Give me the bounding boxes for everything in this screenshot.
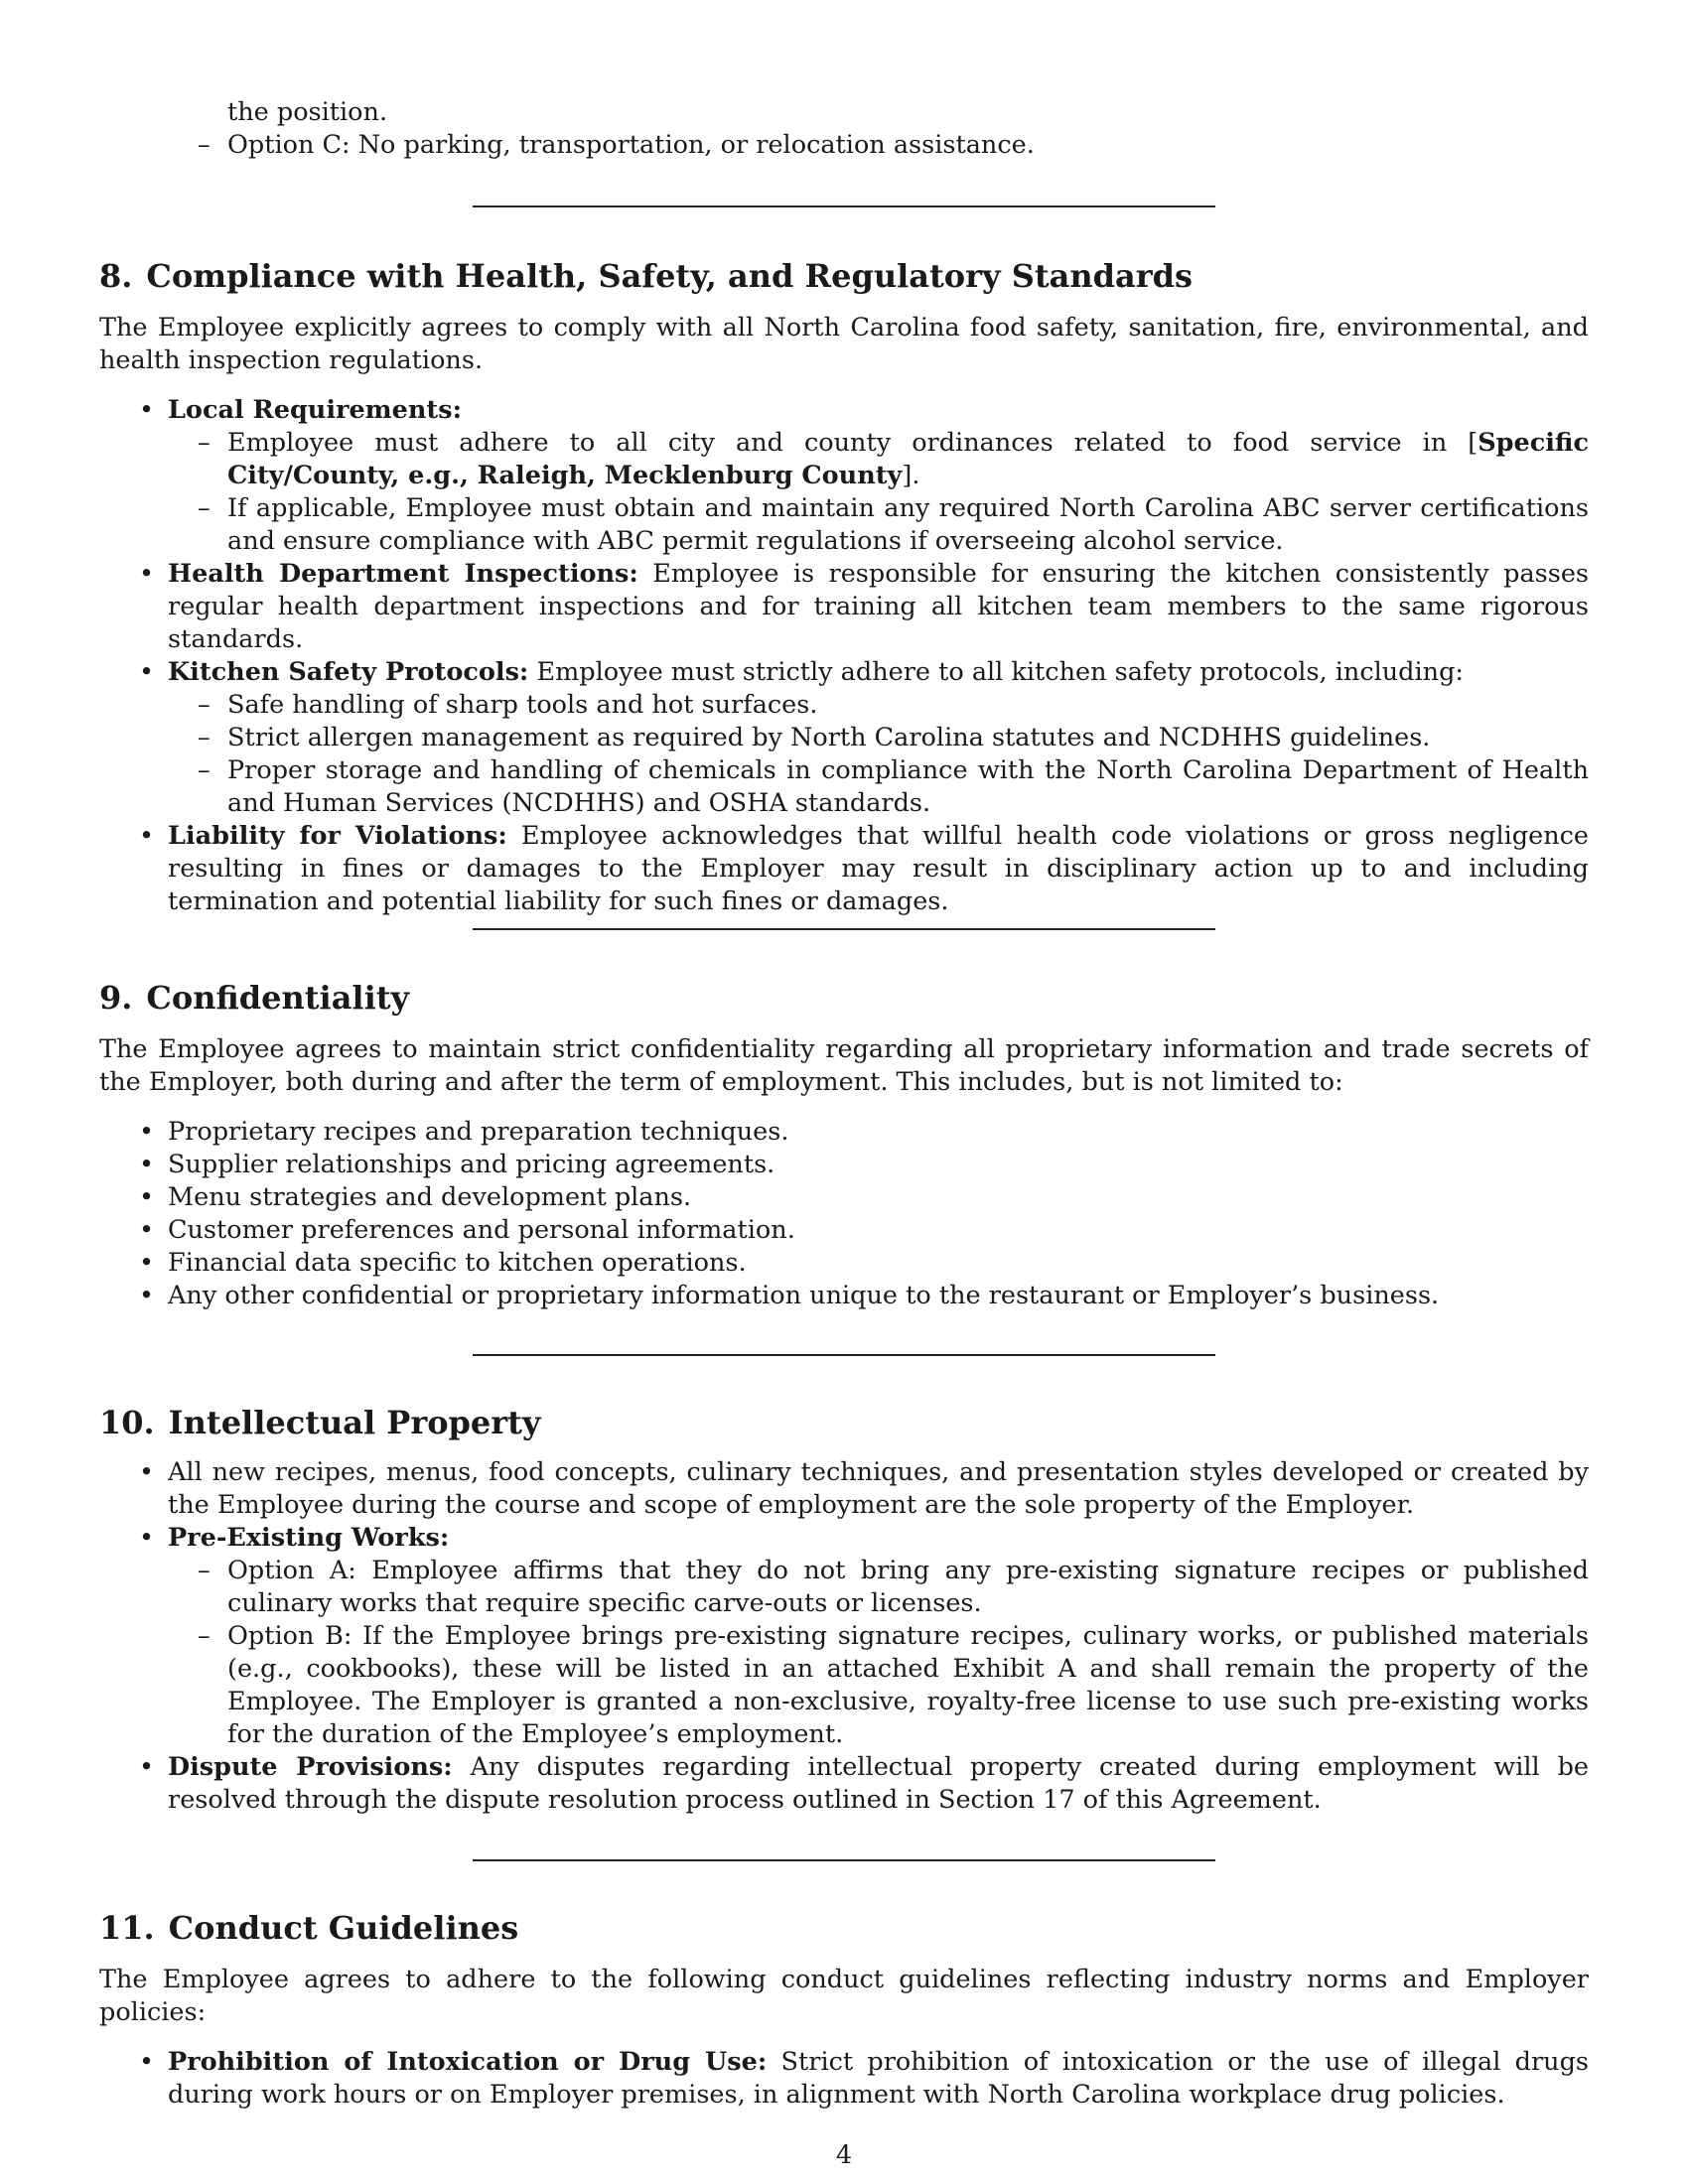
list-item: – Option B: If the Employee brings pre-existing signature recipes, culinary works, or published materials (e.g., cookbooks), these will be listed in an attached Exhibit A and shall remain the property of the Employee. The Employer is granted a non-exclusive, royalty-free license to use such pre-existing works for the duration of the Employee’s employment.: [168, 1620, 1589, 1751]
section-heading: 8. Compliance with Health, Safety, and Regulatory Standards: [99, 257, 1193, 295]
list-item: • Prohibition of Intoxication or Drug Use: Strict prohibition of intoxication or the use of illegal drugs during work hours or on Employer premises, in alignment with North Carolina workplace drug policies.: [99, 2046, 1589, 2112]
list-item: • All new recipes, menus, food concepts, culinary techniques, and presentation styles developed or created by the Employee during the course and scope of employment are the sole property of the Employer.: [99, 1456, 1589, 1522]
section-8: [99, 256, 1589, 918]
section-heading: 10. Intellectual Property: [99, 1404, 541, 1441]
section-intro: The Employee agrees to maintain strict confidentiality regarding all proprietary information and trade secrets of the Employer, both during and after the term of employment. This includes, but is not limited to:: [99, 1034, 1589, 1097]
list-item: – If applicable, Employee must obtain and maintain any required North Carolina ABC server certifications and ensure compliance with ABC permit regulations if overseeing alcohol service.: [168, 492, 1589, 558]
list-item: • Dispute Provisions: Any disputes regarding intellectual property created during employment will be resolved through the dispute resolution process outlined in Section 17 of this Agreement.: [99, 1751, 1589, 1817]
section-10: [99, 1403, 1589, 1817]
list-item: • Proprietary recipes and preparation techniques.: [99, 1116, 1589, 1149]
continued-list: [99, 96, 1589, 162]
list-item: • Pre-Existing Works: – Option A: Employee affirms that they do not bring any pre-existing signature recipes or published culinary works that require specific carve-outs or licenses. – Option B: If the Employee brings pre-existing signature recipes, culinary works, or published materials (e.g., cookbooks), these will be listed in an attached Exhibit A and shall remain the property of the Employee. The Employer is granted a non-exclusive, royalty-free license to use such pre-existing works for the duration of the Employee’s employment.: [99, 1522, 1589, 1751]
section-9: [99, 978, 1589, 1312]
section-heading: 11. Conduct Guidelines: [99, 1909, 519, 1947]
list-item-continuation: the position.: [227, 97, 388, 127]
section-heading: 9. Confidentiality: [99, 979, 410, 1017]
divider-rule: [473, 1354, 1215, 1356]
list-item: – Strict allergen management as required by North Carolina statutes and NCDHHS guidelines.: [168, 722, 1589, 754]
list-item: • Customer preferences and personal information.: [99, 1214, 1589, 1247]
list-item: – Safe handling of sharp tools and hot surfaces.: [168, 689, 1589, 722]
list-item: • Kitchen Safety Protocols: Employee must strictly adhere to all kitchen safety protocols, including: – Safe handling of sharp tools and hot surfaces. – Strict allergen management as required by North Carolina statutes and NCDHHS guidelines. – Proper storage and handling of chemicals in compliance with the North Carolina Department of Health and Human Services (NCDHHS) and OSHA standards.: [99, 656, 1589, 820]
list-item: – Employee must adhere to all city and county ordinances related to food service in [Specific City/County, e.g., Raleigh, Mecklenburg County].: [168, 427, 1589, 492]
divider-rule: [473, 205, 1215, 207]
list-item: • Any other confidential or proprietary information unique to the restaurant or Employer’s business.: [99, 1280, 1589, 1312]
option-c-item: – Option C: No parking, transportation, or relocation assistance.: [168, 129, 1589, 162]
list-item: • Financial data specific to kitchen operations.: [99, 1247, 1589, 1280]
divider-rule: [473, 1859, 1215, 1861]
list-item: – Option A: Employee affirms that they do not bring any pre-existing signature recipes or published culinary works that require specific carve-outs or licenses.: [168, 1555, 1589, 1620]
list-item: • Local Requirements: – Employee must adhere to all city and county ordinances related to food service in [Specific City/County, e.g., Raleigh, Mecklenburg County]. – If applicable, Employee must obtain and maintain any required North Carolina ABC server certifications and ensure compliance with ABC permit regulations if overseeing alcohol service.: [99, 394, 1589, 558]
list-item: • Supplier relationships and pricing agreements.: [99, 1149, 1589, 1181]
page-number: 4: [835, 2140, 853, 2170]
divider-rule: [473, 928, 1215, 930]
section-intro: The Employee agrees to adhere to the following conduct guidelines reflecting industry norms and Employer policies:: [99, 1965, 1589, 2027]
list-item: [99, 96, 1589, 162]
list-item: • Liability for Violations: Employee acknowledges that willful health code violations or gross negligence resulting in fines or damages to the Employer may result in disciplinary action up to and including termination and potential liability for such fines or damages.: [99, 820, 1589, 918]
list-item: • Health Department Inspections: Employee is responsible for ensuring the kitchen consistently passes regular health department inspections and for training all kitchen team members to the same rigorous standards.: [99, 558, 1589, 656]
list-item: – Proper storage and handling of chemicals in compliance with the North Carolina Department of Health and Human Services (NCDHHS) and OSHA standards.: [168, 754, 1589, 820]
section-11: [99, 1908, 1589, 2112]
section-intro: The Employee explicitly agrees to comply with all North Carolina food safety, sanitation, fire, environmental, and health inspection regulations.: [99, 313, 1589, 375]
list-item: • Menu strategies and development plans.: [99, 1181, 1589, 1214]
